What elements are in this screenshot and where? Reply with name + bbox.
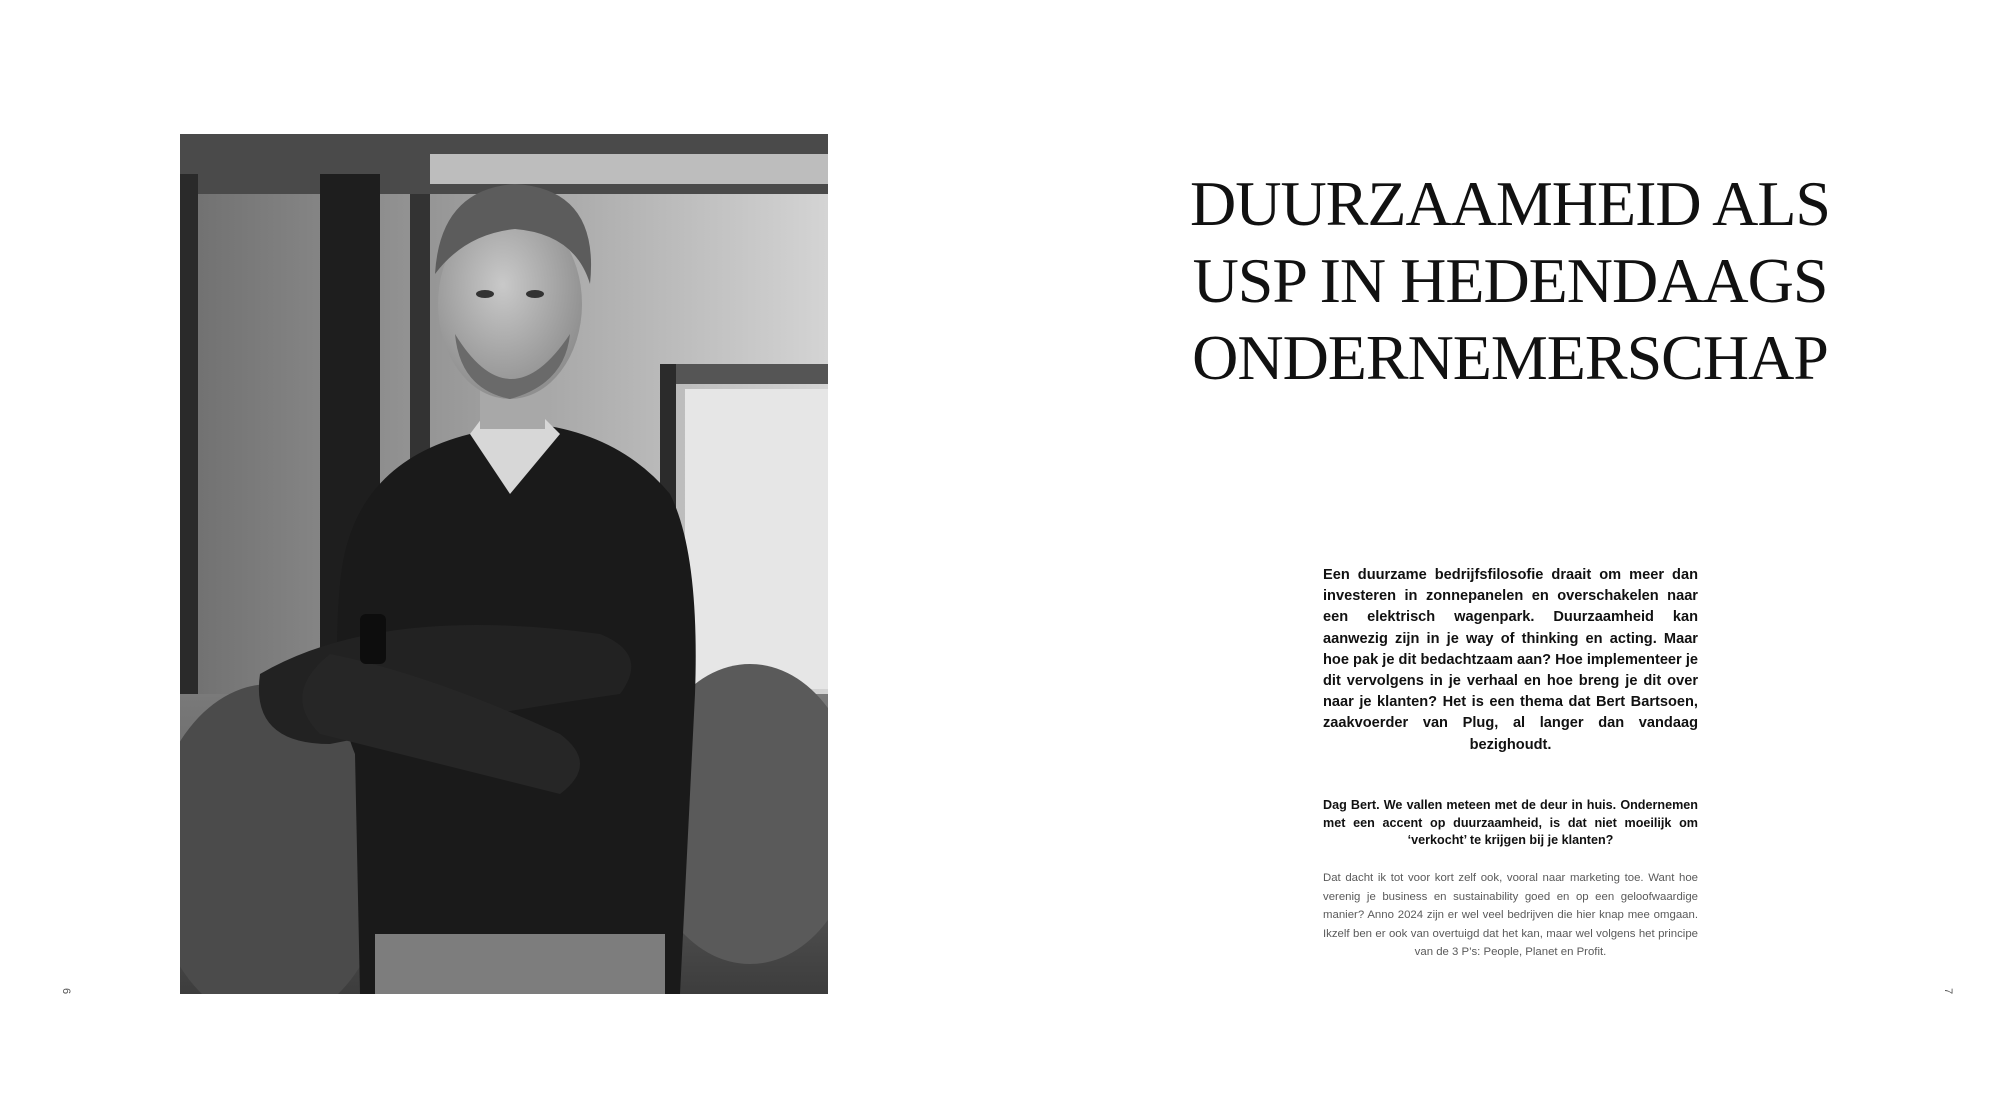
article-title <box>1180 165 1840 396</box>
interview-question: Dag Bert. We vallen meteen met de deur in huis. Ondernemen met een accent op duurzaamheid, is dat niet moeilijk om ‘verkocht’ te krijgen bij je klanten? <box>1323 798 1698 847</box>
portrait-photo <box>180 134 828 994</box>
portrait-illustration <box>180 134 828 994</box>
title-line: USP IN HEDENDAAGS <box>1192 245 1828 316</box>
title-line: ONDERNEMERSCHAP <box>1192 322 1828 393</box>
page-number-right: 7 <box>1942 987 1955 995</box>
title-line: DUURZAAMHEID ALS <box>1190 168 1830 239</box>
page-number-left: 6 <box>60 987 73 995</box>
article-intro: Een duurzame bedrijfsfilosofie draait om meer dan investeren in zonnepanelen en overschakelen naar een elektrisch wagenpark. Duurzaamheid kan aanwezig zijn in je way of thinking en acting. Maar hoe pak je dit bedachtzaam aan? Hoe implementeer je dit vervolgens in je verhaal en hoe breng je dit over naar je klanten? Het is een thema dat Bert Bartsoen, zaakvoerder van Plug, al langer dan vandaag bezighoudt. <box>1323 567 1698 753</box>
interview-answer: Dat dacht ik tot voor kort zelf ook, vooral naar marketing toe. Want hoe verenig je business en sustainability goed en op een geloofwaardige manier? Anno 2024 zijn er wel veel bedrijven die hier knap mee omgaan. Ikzelf ben er ook van overtuigd dat het kan, maar wel volgens het principe van de 3 P’s: People, Planet en Profit. <box>1323 872 1698 958</box>
